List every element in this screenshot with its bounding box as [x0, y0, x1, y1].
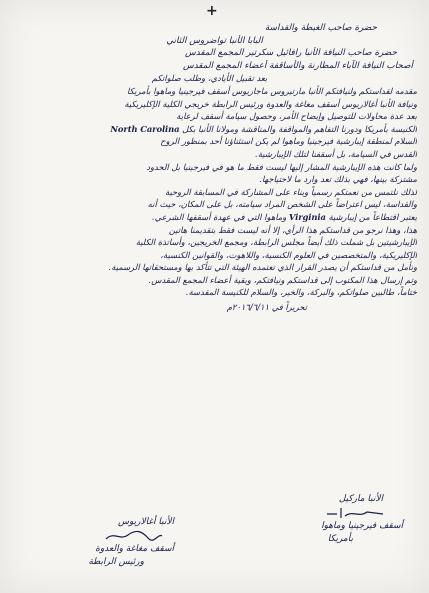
- salutation: بعد تقبيل الأيادي، وطلب صلواتكم: [151, 73, 268, 84]
- letter-line: [12, 224, 417, 237]
- letter-line: [12, 98, 417, 111]
- letter-line: [12, 274, 417, 287]
- addressee-line: حضرة صاحب الغبطة والقداسة: [264, 23, 377, 33]
- letter-text: السلام لمنطقة إيبارشية فيرجينيا وماهوا لم يكن استثناؤنا أحد بمنظور الروح: [160, 136, 417, 147]
- letter-text: ونأمل من قداستكم أن يصدر القرار الذي تعتمده الهيئة التي تتأكد بها ومستحقاتها الرسمية.: [108, 262, 417, 273]
- signatory-title: بأمريكا: [327, 534, 353, 544]
- letter-line: [12, 261, 417, 274]
- letter-paragraphs: [12, 85, 417, 299]
- signatory-title: ورئيس الرابطة: [88, 557, 144, 567]
- letter-text: بعد عدة محاولات للتوصيل وإيضاح الأمر، وحصول سيامة أسقف لرعاية: [176, 111, 417, 122]
- letter-line: [12, 173, 417, 186]
- letter-text: ولما كانت هذه الإيبارشية المشار إليها ليست فقط ما هو في فيرجينيا بل الحدود: [146, 161, 417, 172]
- letter-line: [12, 135, 417, 148]
- letter-line: [12, 249, 417, 262]
- signature-scrawl: [34, 529, 174, 543]
- signature-block-left: [34, 516, 174, 569]
- signatory-name: الأنبا أغالاريوس: [117, 517, 174, 527]
- letter-text: يعتبر اقتطاعاً من إيبارشية: [328, 211, 417, 222]
- letter-body: [12, 22, 417, 314]
- letter-text: هذا، وهذا نرجو من قداستكم هذا الرأي، إلا أنه ليست فقط بتقديمنا هاتين: [168, 224, 417, 235]
- letter-line: [12, 85, 417, 98]
- letter-line: [12, 186, 417, 199]
- letter-text: وماهوا التي في عهدة أسقفها الشرعي.: [152, 211, 287, 222]
- letter-line: [12, 236, 417, 249]
- letter-text: القدس في السيامة، بل أسقفنا لتلك الإيبارشية.: [255, 148, 417, 159]
- signature-scrawl: [243, 506, 403, 520]
- signature-block-right: [243, 493, 403, 546]
- letter-text: الإكليريكية، والمتخصصين في العلوم الكنسية، واللاهوت، والقوانين الكنسية،: [160, 249, 417, 260]
- signatory-title: أسقف مغاغة والعدوة: [95, 544, 174, 554]
- letter-text: وتم إرسال هذا المكتوب إلى قداستكم ونيافتكم، وبقية أعضاء المجمع المقدس.: [148, 274, 417, 285]
- letter-text: الإيبارشيتين بل شملت ذلك أيضاً مجلس الرابطة، ومجمع الخريجين، وأساتذة الكلية: [135, 237, 417, 248]
- letter-line: [12, 110, 417, 123]
- letter-line: [12, 286, 417, 299]
- letter-text: لذلك نلتمس من نعمتكم رسمياً وبناء على المشاركة في المسابقة الروحية: [164, 186, 417, 197]
- letter-text: ختاماً، طالبين صلواتكم، والبركة، والخير، والسلام للكنيسة المقدسة.: [185, 287, 417, 298]
- letter-text: والقداسة، ليس اعتراضاً على الشخص المراد سيامته، بل على المكان، حيث أنه: [147, 199, 417, 210]
- letter-line: [12, 198, 417, 211]
- addressee-line: أصحاب النيافة الآباء المطارنة والأساقفة أعضاء المجمع المقدس: [182, 60, 413, 71]
- letter-text: الكنيسة بأمريكا ودورنا التفاهم والمواقفة والمناقشة ومولانا الأنبا بكل: [182, 123, 417, 134]
- letter-text: مشتركة بينها، فهي بذلك تعد وارد ما لاحتياجها.: [259, 174, 417, 185]
- addressee-line: البابا الأنبا تواضروس الثاني: [166, 35, 263, 46]
- letter-line: [12, 161, 417, 174]
- letter-line: [12, 123, 417, 136]
- place-name: Virginia: [288, 211, 326, 222]
- cross-icon: +: [206, 3, 218, 19]
- place-name: North Carolina: [110, 123, 180, 134]
- letter-text: ونيافة الأنبا أغالاريوس أسقف مغاغة والعدوة ورئيس الرابطة خريجي الكلية الإكليريكية: [124, 98, 417, 109]
- signatory-name: الأنبا ماركيل: [338, 494, 383, 504]
- letter-line: [12, 148, 417, 161]
- addressee-line: حضرة صاحب النيافة الأنبا رافائيل سكرتير المجمع المقدس: [184, 48, 397, 59]
- signatory-title: أسقف فيرجينيا وماهوا: [321, 521, 403, 531]
- date-line: تحريراً في ٢٠١٦/٦/١١م: [226, 302, 307, 313]
- letter-text: مقدمه لقداستكم ولنيافتكم الأنبا مارتيروس ماجاريوس أسقف فيرجينيا وماهوا بأمريكا: [127, 85, 417, 96]
- letter-line: [12, 211, 417, 224]
